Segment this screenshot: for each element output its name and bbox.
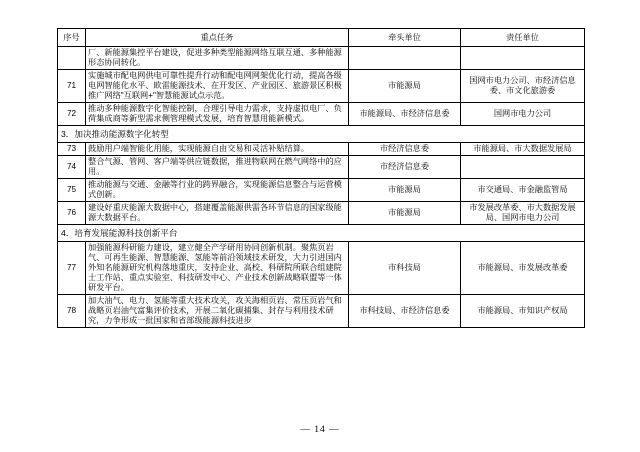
cell-num: 73 xyxy=(58,143,86,156)
cell-lead: 市经济信息委 xyxy=(349,143,461,156)
cell-lead: 市能源局、市经济信息委 xyxy=(349,103,461,126)
cell-resp: 国网市电力公司 xyxy=(461,103,585,126)
section-heading: 4．培育发展能源科技创新平台 xyxy=(58,225,585,242)
cell-num: 75 xyxy=(58,179,86,202)
cell-num: 76 xyxy=(58,202,86,225)
table-row xyxy=(58,202,585,225)
task-table xyxy=(57,28,585,328)
table-section-row xyxy=(58,225,585,242)
cell-lead xyxy=(349,47,461,70)
cell-task: 实施城市配电网供电可靠性提升行动和配电网网架优化行动，提高各级电网智能化水平、欧雷能源技术、在开发区、产业园区、旅游景区积极推广网络"互联网+"智慧能源试点示范。 xyxy=(86,70,349,103)
table-header-row xyxy=(58,29,585,47)
cell-resp xyxy=(461,156,585,179)
cell-task: 加强能源科研能力建设，建立健全产学研用协同创新机制。聚焦页岩气、可再生能源、智慧能源、氢能等前沿领域技术研发，大力引进国内外知名能源研究机构落地重庆，支持企业、高校、科研院所联合组建院士工作站、重点实验室、科技研发中心、产业技术创新战略联盟等一体研发平台。 xyxy=(86,242,349,295)
cell-task: 鼓励用户端智能化用能，实现能源自由交易和灵活补贴结算。 xyxy=(86,143,349,156)
table-row xyxy=(58,143,585,156)
cell-task: 建设好重庆能源大数据中心，搭建覆盖能源供需各环节信息的国家级能源大数据平台。 xyxy=(86,202,349,225)
task-table-container xyxy=(57,28,584,328)
cell-num xyxy=(58,47,86,70)
header-cell-task: 重点任务 xyxy=(86,29,349,47)
cell-task: 厂、新能源集控平台建设，促进多种类型能源网络互联互通、多种能源形态协同转化。 xyxy=(86,47,349,70)
table-row xyxy=(58,156,585,179)
cell-lead: 市能源局 xyxy=(349,179,461,202)
cell-resp: 市能源局、市知识产权局 xyxy=(461,295,585,328)
table-row xyxy=(58,242,585,295)
header-cell-lead: 牵头单位 xyxy=(349,29,461,47)
cell-task: 推动能源与交通、金融等行业的跨界融合，实现能源信息整合与运营模式创新。 xyxy=(86,179,349,202)
table-row xyxy=(58,179,585,202)
table-row xyxy=(58,103,585,126)
page-footer: — 14 — xyxy=(300,425,340,435)
header-cell-resp: 责任单位 xyxy=(461,29,585,47)
table-body xyxy=(58,47,585,328)
cell-lead: 市能源局 xyxy=(349,70,461,103)
cell-task: 整合气源、管网、客户端等供应链数据，推进物联网在燃气网络中的应用。 xyxy=(86,156,349,179)
header-cell-num: 序号 xyxy=(58,29,86,47)
table-row xyxy=(58,295,585,328)
cell-lead: 市科技局、市经济信息委 xyxy=(349,295,461,328)
cell-lead: 市科技局 xyxy=(349,242,461,295)
cell-resp: 市能源局、市大数据发展局 xyxy=(461,143,585,156)
table-header xyxy=(58,29,585,47)
cell-resp: 市能源局、市发展改革委 xyxy=(461,242,585,295)
cell-resp: 市交通局、市金融监管局 xyxy=(461,179,585,202)
cell-resp: 国网市电力公司、市经济信息委、市文化旅游委 xyxy=(461,70,585,103)
table-row xyxy=(58,47,585,70)
cell-num: 71 xyxy=(58,70,86,103)
section-heading: 3．加决推动能源数字化转型 xyxy=(58,126,585,143)
cell-task: 推动多种能源数字化智能控制，合理引导电力需求，支持虚拟电厂、负荷集成商等新型需求侧管理模式发展，培育智慧用能新模式。 xyxy=(86,103,349,126)
cell-task: 加大油气、电力、氢能等重大技术攻关，攻关海相页岩、常压页岩气和战略页岩油气富集评价技术，开展二氧化碳捕集、封存与利用技术研究，力争形成一批国家和省部级能源科技进步 xyxy=(86,295,349,328)
cell-lead: 市能源局 xyxy=(349,202,461,225)
cell-resp: 市发展改革委、市大数据发展局、国网市电力公司 xyxy=(461,202,585,225)
cell-resp xyxy=(461,47,585,70)
cell-lead: 市经济信息委 xyxy=(349,156,461,179)
table-row xyxy=(58,70,585,103)
cell-num: 74 xyxy=(58,156,86,179)
cell-num: 78 xyxy=(58,295,86,328)
cell-num: 77 xyxy=(58,242,86,295)
table-section-row xyxy=(58,126,585,143)
cell-num: 72 xyxy=(58,103,86,126)
